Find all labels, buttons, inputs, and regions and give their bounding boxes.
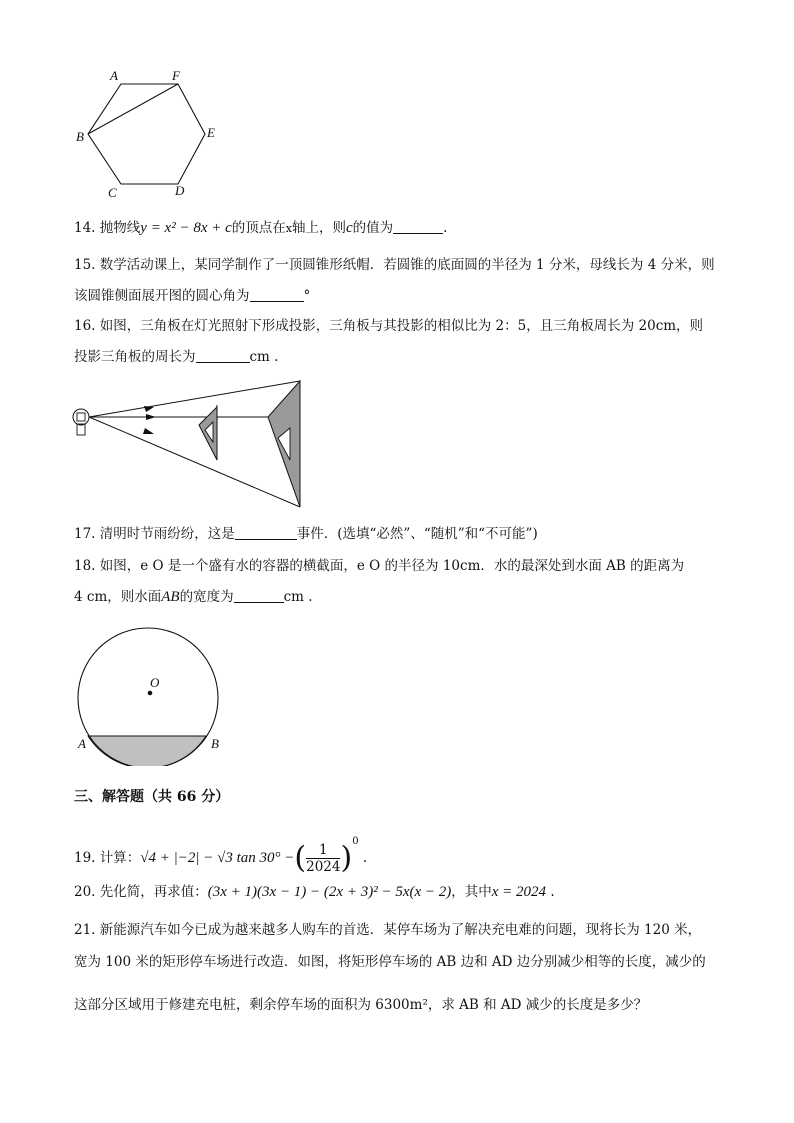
text: 19. 计算： xyxy=(74,850,141,866)
answer-blank[interactable] xyxy=(234,588,284,603)
answer-blank[interactable] xyxy=(250,287,304,302)
text: ° xyxy=(303,288,311,304)
text: . xyxy=(550,884,555,900)
question-21-line-2: 宽为 100 米的矩形停车场进行改造．如图，将矩形停车场的 AB 边和 AD 边分别减少相等的长度，减少的 xyxy=(74,954,706,970)
question-21-line-3: 这部分区域用于修建充电桩，剩余停车场的面积为 6300m²，求 AB 和 AD 减少的长度是多少？ xyxy=(74,997,648,1013)
question-15-line-1: 15. 数学活动课上，某同学制作了一顶圆锥形纸帽．若圆锥的底面圆的半径为 1 分米，母线长为 4 分米，则 xyxy=(74,257,715,273)
question-18-line-1: 18. 如图，e O 是一个盛有水的容器的横截面，e O 的半径为 10cm．水的最深处到水面 AB 的距离为 xyxy=(74,558,685,574)
fraction xyxy=(306,842,340,875)
text: 的值为 xyxy=(352,220,394,236)
text: cm . xyxy=(249,349,279,365)
axis-name: x xyxy=(285,222,292,235)
label-c: C xyxy=(108,185,117,200)
answer-blank[interactable] xyxy=(235,525,297,540)
label-a: A xyxy=(110,68,118,83)
question-21-line-1: 21. 新能源汽车如今已成为越来越多人购车的首选．某停车场为了解决充电难的问题，现将长为 120 米， xyxy=(74,922,702,938)
label-b: B xyxy=(211,736,219,751)
variable: c xyxy=(346,220,353,236)
left-paren: ( xyxy=(294,840,307,876)
fraction-denominator: 2024 xyxy=(306,859,341,875)
question-16-line-2 xyxy=(74,347,278,367)
circle-figure xyxy=(72,624,232,766)
text: cm . xyxy=(283,589,313,605)
question-19 xyxy=(74,822,367,879)
text: 该圆锥侧面展开图的圆心角为 xyxy=(74,288,250,304)
label-d: D xyxy=(175,183,185,198)
text: 的顶点在 xyxy=(231,220,286,236)
question-number: 14. xyxy=(74,220,96,236)
label-o: O xyxy=(150,675,160,690)
expression: (3x + 1)(3x − 1) − (2x + 3)² − 5x(x − 2) xyxy=(207,884,452,900)
question-18-line-2 xyxy=(74,587,313,607)
text: 轴上，则 xyxy=(292,220,346,236)
parabola-equation: y = x² − 8x + c xyxy=(140,220,232,236)
text: 20. 先化简，再求值： xyxy=(74,884,208,900)
text: 的宽度为 xyxy=(179,589,234,605)
label-b: B xyxy=(76,129,84,144)
condition: x = 2024 xyxy=(491,884,547,900)
text: 17. 清明时节雨纷纷，这是 xyxy=(74,526,235,542)
text: 抛物线 xyxy=(99,220,141,236)
text: . xyxy=(362,850,368,866)
section-heading: 三、解答题（共 66 分） xyxy=(74,789,230,805)
text: 4 cm，则水面 xyxy=(74,589,162,605)
label-e: E xyxy=(207,125,215,140)
question-17 xyxy=(74,524,538,544)
question-20 xyxy=(74,882,555,902)
answer-blank[interactable] xyxy=(393,219,443,234)
question-15-line-2 xyxy=(74,286,310,306)
answer-blank[interactable] xyxy=(196,348,250,363)
text: 投影三角板的周长为 xyxy=(74,349,196,365)
hexagon-figure xyxy=(70,64,230,204)
segment-ab: AB xyxy=(161,589,180,605)
exponent: 0 xyxy=(352,836,359,847)
right-paren: ) xyxy=(340,840,353,876)
label-a: A xyxy=(78,736,86,751)
fraction-numerator: 1 xyxy=(306,842,340,859)
question-16-line-1: 16. 如图，三角板在灯光照射下形成投影，三角板与其投影的相似比为 2：5，且三角板周长为 20cm，则 xyxy=(74,318,704,334)
text: ，其中 xyxy=(451,884,492,900)
projection-figure xyxy=(68,378,308,510)
label-f: F xyxy=(172,68,180,83)
text: . xyxy=(443,220,448,236)
text: 事件．(选填“必然”、“随机”和“不可能”) xyxy=(296,526,538,542)
expression: √4 + |−2| − √3 tan 30° − xyxy=(140,850,295,866)
question-14 xyxy=(74,218,447,239)
